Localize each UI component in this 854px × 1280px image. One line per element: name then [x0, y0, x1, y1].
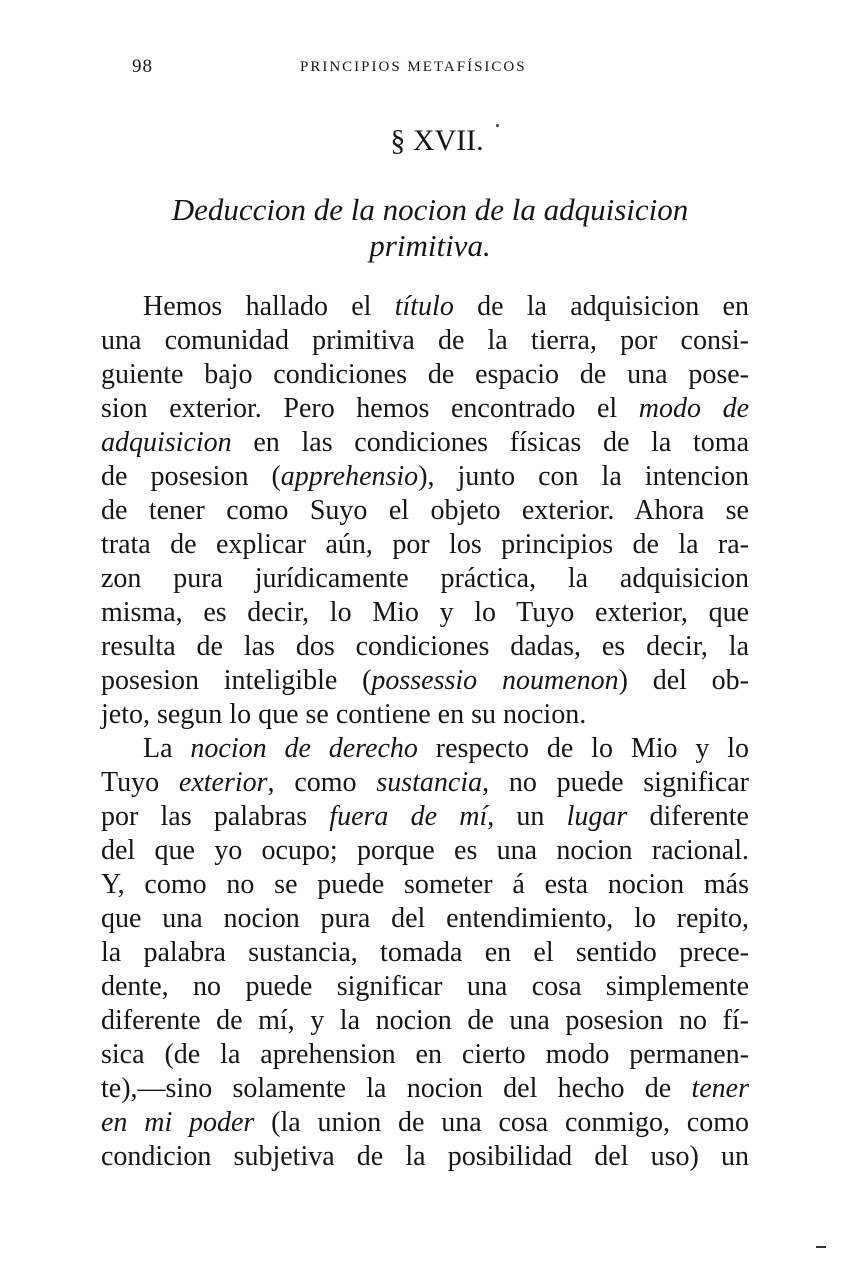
italic-term: modo de: [638, 393, 750, 424]
italic-term: fuera de mí: [329, 801, 488, 832]
text-run: ) del ob-: [618, 665, 749, 696]
text-run: posesion inteligible (: [101, 665, 372, 696]
text-run: sion exterior. Pero hemos encontrado el: [101, 393, 639, 424]
section-number: § XVII.: [390, 124, 484, 157]
text-line: de tener como Suyo el objeto exterior. Ahora se: [101, 495, 749, 526]
text-line: trata de explicar aún, por los principios de la ra-: [101, 529, 749, 560]
text-run: te),—sino solamente la nocion del hecho de: [101, 1073, 692, 1104]
body-text: [101, 290, 749, 1174]
text-run: de la adquisicion en: [453, 291, 749, 322]
text-line: una comunidad primitiva de la tierra, por consi-: [101, 325, 749, 356]
text-run: Hemos hallado el: [143, 291, 395, 322]
text-line: [101, 732, 749, 766]
italic-term: nocion de derecho: [190, 733, 418, 764]
text-run: diferente: [627, 801, 749, 832]
text-run: La: [143, 733, 191, 764]
text-line: sica (de la aprehension en cierto modo permanen-: [101, 1039, 749, 1070]
text-run: , no puede significar: [482, 767, 750, 798]
running-head: [132, 56, 732, 82]
text-run: respecto de lo Mio y lo: [417, 733, 749, 764]
italic-term: adquisicion: [101, 427, 232, 458]
italic-term: lugar: [566, 801, 628, 832]
text-line: misma, es decir, lo Mio y lo Tuyo exterior, que: [101, 597, 749, 628]
text-line: Y, como no se puede someter á esta nocion más: [101, 869, 749, 900]
text-line: guiente bajo condiciones de espacio de una pose-: [101, 359, 749, 390]
text-line: [101, 1106, 749, 1140]
section-heading-line: Deduccion de la nocion de la adquisicion: [171, 192, 689, 227]
text-line: [101, 766, 749, 800]
text-line: [101, 800, 749, 834]
section-heading: [110, 192, 750, 264]
text-run: por las palabras: [101, 801, 330, 832]
running-title: PRINCIPIOS METAFÍSICOS: [300, 59, 527, 75]
text-run: , un: [487, 801, 567, 832]
text-line: del que yo ocupo; porque es una nocion racional.: [101, 835, 749, 866]
text-line: [101, 426, 749, 460]
italic-term: apprehensio: [280, 461, 419, 492]
text-line: resulta de las dos condiciones dadas, es decir, la: [101, 631, 749, 662]
stray-mark: [816, 1246, 826, 1248]
italic-term: possessio noumenon: [371, 665, 619, 696]
text-line: condicion subjetiva de la posibilidad del uso) un: [101, 1141, 749, 1172]
text-run: de posesion (: [101, 461, 281, 492]
italic-term: tener: [691, 1073, 749, 1104]
text-line: dente, no puede significar una cosa simplemente: [101, 971, 749, 1002]
italic-term: en mi poder: [101, 1107, 255, 1138]
page-number: 98: [132, 56, 153, 77]
text-line: [101, 664, 749, 698]
text-line: que una nocion pura del entendimiento, lo repito,: [101, 903, 749, 934]
text-run: , como: [267, 767, 377, 798]
italic-term: exterior: [178, 767, 268, 798]
italic-term: título: [394, 291, 454, 322]
text-line: diferente de mí, y la nocion de una posesion no fí-: [101, 1005, 749, 1036]
text-line: [101, 460, 749, 494]
text-line: [101, 290, 749, 324]
section-heading-line: primitiva.: [369, 228, 491, 263]
text-line: jeto, segun lo que se contiene en su nocion.: [101, 699, 587, 730]
text-line: [101, 1072, 749, 1106]
text-run: en las condiciones físicas de la toma: [231, 427, 749, 458]
italic-term: sustancia: [376, 767, 483, 798]
text-line: zon pura jurídicamente práctica, la adquisicion: [101, 563, 749, 594]
text-run: Tuyo: [101, 767, 179, 798]
text-run: (la union de una cosa conmigo, como: [254, 1107, 749, 1138]
text-run: ), junto con la intencion: [418, 461, 749, 492]
text-line: la palabra sustancia, tomada en el sentido prece-: [101, 937, 749, 968]
text-line: [101, 392, 749, 426]
